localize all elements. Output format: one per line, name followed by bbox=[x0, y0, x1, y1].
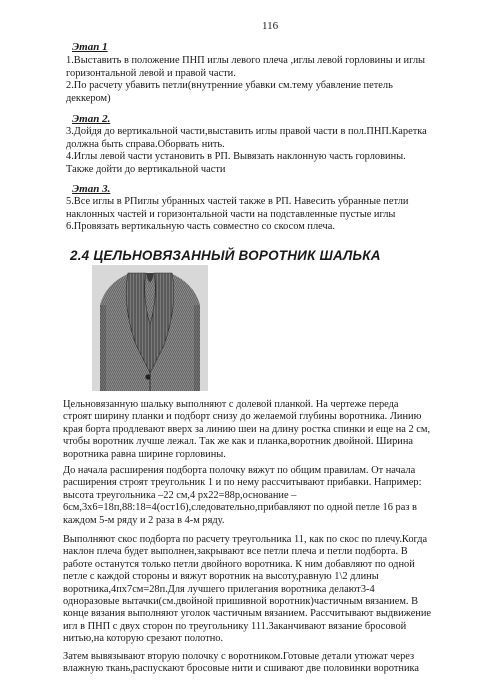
page-number: 116 bbox=[262, 20, 279, 32]
text-line: 3.Дойдя до вертикальной части,выставить иглы правой части в пол.ПНП.Каретка bbox=[66, 126, 427, 137]
text-line: 2.По расчету убавить петли(внутренние убавки см.тему убавление петель bbox=[66, 80, 393, 92]
paragraph-1 bbox=[63, 399, 458, 461]
text-line: Затем вывязывают вторую полочку с воротником.Готовые детали утюжат через bbox=[63, 651, 415, 662]
text-line: Цельновязанную шальку выполняют с долевой планкой. На чертеже переда bbox=[63, 399, 399, 410]
stage-1-title: Этап 1 bbox=[72, 41, 108, 53]
stage-2-text bbox=[66, 126, 466, 176]
text-line: влажную ткань,распускают бросовые нити и сшивают две половинки воротника bbox=[63, 663, 420, 675]
text-line: Выполняют скос подборта по расчету треугольника 11, как по скос по плечу.Когда bbox=[63, 534, 428, 545]
paragraph-3 bbox=[63, 534, 458, 646]
paragraph-4 bbox=[63, 651, 458, 676]
shawl-collar-sweater-photo bbox=[92, 265, 208, 391]
section-heading: 2.4 ЦЕЛЬНОВЯЗАННЫЙ ВОРОТНИК ШАЛЬКА bbox=[70, 248, 381, 263]
text-line: 1.Выставить в положение ПНП иглы левого плеча ,иглы левой горловины и иглы bbox=[66, 55, 425, 66]
text-line: 4.Иглы левой части установить в РП. Вывязать наклонную часть горловины. bbox=[66, 151, 406, 163]
text-line: края борта продлевают вверх за линию шеи на длину ростка спинки и еще на 2 см, bbox=[63, 423, 431, 435]
text-line: строят ширину планки и подборт снизу до желаемой глубины воротника. Линию bbox=[63, 411, 422, 423]
text-line: наклон плеча будет выполнен,закрывают все петли плеча и петли подборта. В bbox=[63, 546, 408, 558]
text-line: воротника равна ширине горловины. bbox=[63, 448, 226, 460]
text-line: одноразовые вытачки(см.двойной пришивной воротник)частичным вязанием. В bbox=[63, 596, 419, 608]
text-line: конце вязания выполняют уголок частичным вязанием. Рассчитывают выдвижение bbox=[63, 608, 432, 620]
text-line: Также дойти до вертикальной части bbox=[66, 163, 226, 175]
text-line: 5.Все иглы в РПиглы убранных частей также в РП. Навесить убранные петли bbox=[66, 196, 409, 207]
text-line: петле с каждой стороны и вяжут воротник на высоту,равную 1\2 длины bbox=[63, 571, 379, 583]
stage-3-title: Этап 3. bbox=[72, 183, 111, 195]
text-line: высота треугольника –22 см,4 рх22=88р,основание – bbox=[63, 489, 297, 501]
text-line: 6см,3х6=18п,88:18=4(ост16),следовательно,прибавляют по одной петле 16 раз в bbox=[63, 502, 417, 514]
text-line: каждом 5-м ряду и 2 раза в 4-м ряду. bbox=[63, 514, 225, 526]
stage-3-text bbox=[66, 196, 466, 234]
text-line: горизонтальной левой и правой части. bbox=[66, 67, 236, 79]
text-line: чтобы воротник лучше лежал. Так же как и планка,воротник двойной. Ширина bbox=[63, 436, 414, 448]
text-line: деккером) bbox=[66, 92, 111, 104]
text-line: воротника,4пх7см=28п.Для лучшего прилегания воротника делают3-4 bbox=[63, 583, 375, 595]
stage-2-title: Этап 2. bbox=[72, 113, 111, 125]
text-line: нитью,на которую срезают полотно. bbox=[63, 633, 224, 645]
text-line: игл в ПНП с двух сторон по треугольнику 111.Заканчивают вязание бросовой bbox=[63, 620, 407, 632]
text-line: расширения строят треугольник 1 и по нему рассчитывают прибавки. Например: bbox=[63, 477, 422, 489]
paragraph-2 bbox=[63, 465, 458, 527]
text-line: работе останутся только петли двойного воротника. К ним добавляют по одной bbox=[63, 558, 415, 570]
text-line: 6.Провязать вертикальную часть совместно со скосом плеча. bbox=[66, 221, 335, 233]
text-line: наклонных частей и горизонтальной части на подставленные пустые иглы bbox=[66, 208, 396, 220]
text-line: должна быть справа.Оборвать нить. bbox=[66, 138, 225, 150]
text-line: До начала расширения подборта полочку вяжут по общим правилам. От начала bbox=[63, 465, 416, 476]
stage-1-text bbox=[66, 55, 466, 105]
